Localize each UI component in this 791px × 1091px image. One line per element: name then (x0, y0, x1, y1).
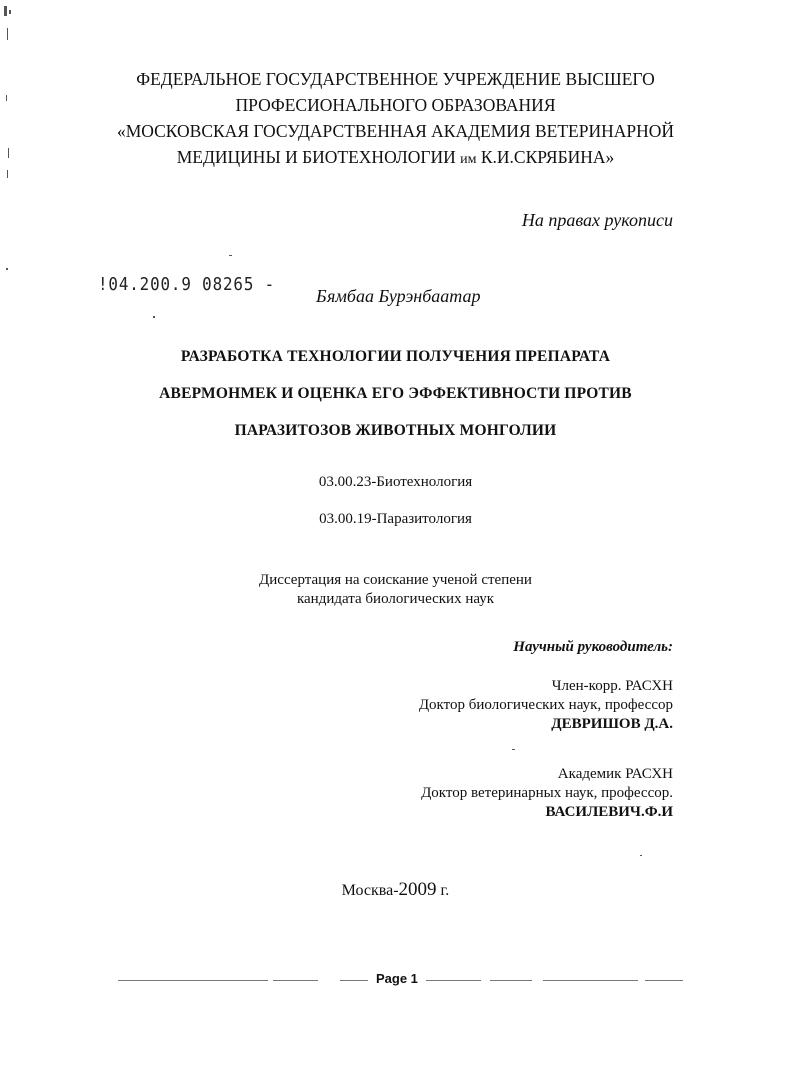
scan-speck (7, 28, 8, 40)
page-number: Page 1 (373, 971, 421, 986)
degree-line: Диссертация на соискание ученой степени (259, 572, 532, 588)
supervisor-name: ДЕВРИШОВ Д.А. (551, 716, 673, 732)
specialty-code: 03.00.19-Паразитология (319, 511, 472, 527)
footer-rule (426, 980, 481, 981)
degree-statement (0, 571, 791, 609)
author-name: Бямбаа Бурэнбаатар (316, 286, 481, 306)
year-suffix: г. (436, 882, 450, 899)
scan-speck (153, 316, 155, 318)
supervisor-degree: Доктор ветеринарных наук, профессор. (421, 785, 673, 801)
institution-line (0, 144, 791, 173)
supervisor-name: ВАСИЛЕВИЧ.Ф.И (545, 804, 673, 820)
city-year (0, 879, 791, 901)
supervisor-title: Академик РАСХН (557, 766, 673, 782)
scan-speck (9, 10, 11, 14)
title-line: АВЕРМОНМЕК И ОЦЕНКА ЕГО ЭФФЕКТИВНОСТИ ПРОТИВ (159, 385, 632, 402)
institution-header (0, 66, 791, 173)
city-name: Москва- (341, 882, 399, 899)
title-line: РАЗРАБОТКА ТЕХНОЛОГИИ ПОЛУЧЕНИЯ ПРЕПАРАТА (180, 348, 611, 365)
supervisor-degree: Доктор биологических наук, профессор (418, 697, 673, 713)
institution-line: «МОСКОВСКАЯ ГОСУДАРСТВЕННАЯ АКАДЕМИЯ ВЕТЕРИНАРНОЙ (116, 121, 675, 141)
institution-line: ПРОФЕСИОНАЛЬНОГО ОБРАЗОВАНИЯ (235, 95, 556, 115)
institution-line-part: К.И.СКРЯБИНА» (480, 147, 615, 167)
title-line: ПАРАЗИТОЗОВ ЖИВОТНЫХ МОНГОЛИИ (234, 422, 557, 439)
supervisor-block (421, 765, 673, 822)
institution-line: ФЕДЕРАЛЬНОЕ ГОСУДАРСТВЕННОЕ УЧРЕЖДЕНИЕ ВЫСШЕГО (136, 69, 655, 89)
footer-rule (490, 980, 532, 981)
scan-speck (640, 855, 642, 856)
dissertation-title (0, 338, 791, 449)
institution-line-small: им (460, 152, 477, 167)
page-footer (118, 970, 683, 990)
supervisor-block (419, 677, 673, 734)
footer-rule (340, 980, 368, 981)
degree-line: кандидата биологических наук (296, 591, 495, 607)
supervisor-title: Член-корр. РАСХН (551, 678, 673, 694)
scan-speck (229, 255, 232, 256)
scan-speck (4, 6, 7, 16)
archive-stamp-number: !04.200.9 08265 - (98, 274, 276, 295)
scan-speck (512, 749, 515, 750)
specialty-code: 03.00.23-Биотехнология (318, 474, 473, 490)
institution-line-part: МЕДИЦИНЫ И БИОТЕХНОЛОГИИ (176, 147, 456, 167)
footer-rule (543, 980, 638, 981)
supervisor-label: Научный руководитель: (513, 639, 673, 655)
footer-rule (118, 980, 268, 981)
footer-rule (273, 980, 318, 981)
scan-speck (6, 268, 8, 270)
footer-rule (645, 980, 683, 981)
manuscript-rights-note: На правах рукописи (521, 210, 673, 230)
year: 2009 (398, 879, 437, 900)
